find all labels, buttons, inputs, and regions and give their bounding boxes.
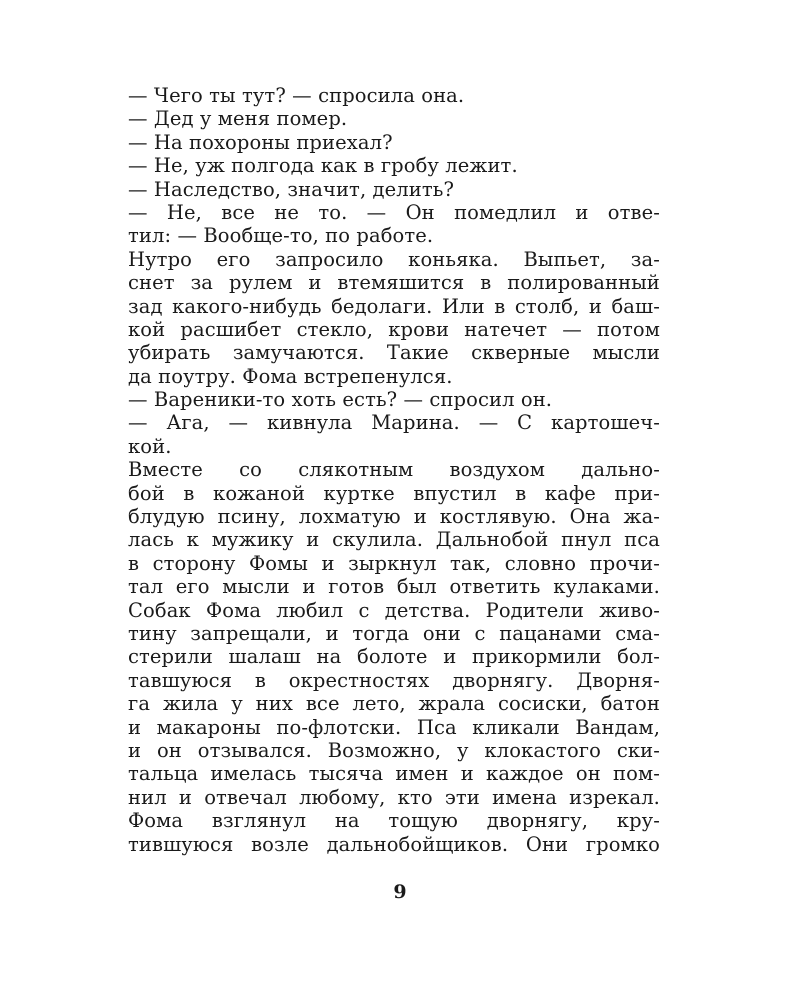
text-line: снет за рулем и втемяшится в полированный bbox=[128, 271, 660, 295]
text-line: Фома взглянул на тощую дворнягу, кру- bbox=[128, 809, 660, 833]
text-line: — Не, все не то. — Он помедлил и отве- bbox=[128, 200, 660, 224]
text-line: — На похороны приехал? bbox=[128, 130, 393, 154]
text-line: тавшуюся в окрестностях дворнягу. Дворня- bbox=[128, 668, 660, 692]
text-line: тил: — Вообще-то, по работе. bbox=[128, 224, 434, 248]
text-line: Вместе со слякотным воздухом дально- bbox=[128, 458, 660, 482]
text-line: убирать замучаются. Такие скверные мысли bbox=[128, 341, 660, 365]
text-line: — Дед у меня помер. bbox=[128, 107, 348, 131]
text-line: тившуюся возле дальнобойщиков. Они громко bbox=[128, 832, 660, 856]
text-line: блудую псину, лохматую и костлявую. Она жа- bbox=[128, 505, 660, 529]
text-line: — Наследство, значит, делить? bbox=[128, 177, 455, 201]
text-line: и он отзывался. Возможно, у клокастого ски- bbox=[128, 738, 660, 762]
text-line: Собак Фома любил с детства. Родители живо- bbox=[128, 598, 660, 622]
text-line: — Ага, — кивнула Марина. — С картошеч- bbox=[128, 411, 660, 435]
text-line: стерили шалаш на болоте и прикормили бол- bbox=[128, 645, 660, 669]
text-line: — Вареники-то хоть есть? — спросил он. bbox=[128, 388, 553, 412]
text-line: тал его мысли и готов был ответить кулаками. bbox=[128, 575, 660, 599]
text-line: кой. bbox=[128, 434, 172, 458]
text-line: тальца имелась тысяча имен и каждое он пом- bbox=[128, 762, 660, 786]
text-line: нил и отвечал любому, кто эти имена изрекал. bbox=[128, 785, 660, 809]
text-line: и макароны по-флотски. Пса кликали Вандам, bbox=[128, 715, 660, 739]
text-line: га жила у них все лето, жрала сосиски, батон bbox=[128, 692, 660, 716]
page-number: 9 bbox=[393, 881, 407, 903]
text-line: в сторону Фомы и зыркнул так, словно прочи- bbox=[128, 551, 660, 575]
text-line: тину запрещали, и тогда они с пацанами сма- bbox=[128, 621, 660, 645]
text-line: — Чего ты тут? — спросила она. bbox=[128, 84, 465, 107]
text-line: зад какого-нибудь бедолаги. Или в столб, и баш- bbox=[128, 294, 660, 318]
book-page-text bbox=[128, 84, 660, 856]
text-line: — Не, уж полгода как в гробу лежит. bbox=[128, 154, 518, 178]
text-line: бой в кожаной куртке впустил в кафе при- bbox=[128, 481, 660, 505]
text-line: лась к мужику и скулила. Дальнобой пнул пса bbox=[128, 528, 660, 552]
text-line: Нутро его запросило коньяка. Выпьет, за- bbox=[128, 247, 660, 271]
text-line: да поутру. Фома встрепенулся. bbox=[128, 364, 453, 388]
text-line: кой расшибет стекло, крови натечет — потом bbox=[128, 317, 660, 341]
